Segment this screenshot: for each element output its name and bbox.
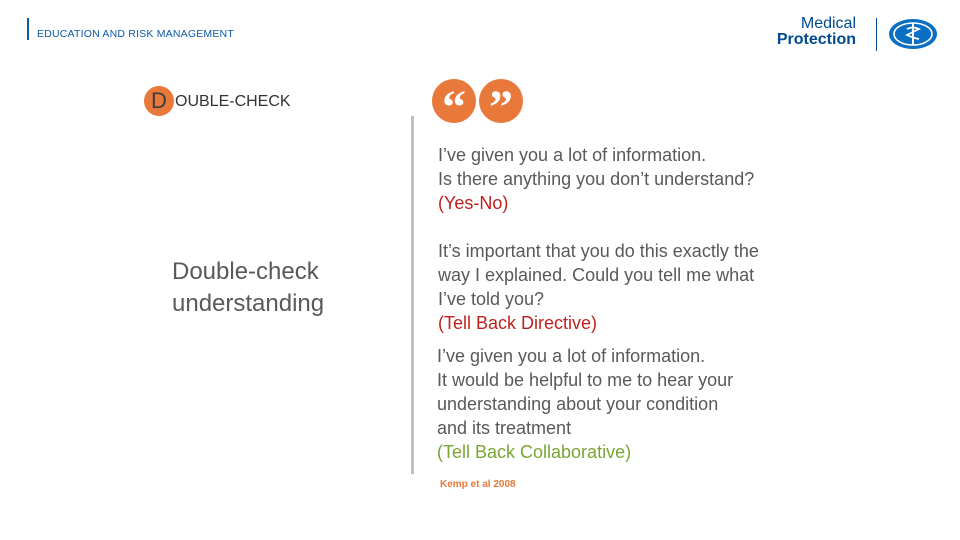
quote-block-yes-no: [438, 143, 754, 215]
logo-divider: [876, 18, 877, 51]
left-label-line-2: understanding: [172, 290, 325, 317]
quote-line: I’ve given you a lot of information.: [437, 346, 706, 366]
quote-line: Is there anything you don’t understand?: [438, 169, 755, 189]
medical-protection-logo[interactable]: [776, 15, 944, 52]
logo-line-1: Medical: [800, 15, 856, 32]
header-accent-bar: [27, 18, 29, 40]
vertical-divider: [411, 116, 414, 474]
quote-line: understanding about your condition: [437, 394, 719, 414]
close-quote-icon: ”: [479, 79, 523, 123]
logo-line-2: Protection: [776, 31, 856, 48]
quote-line: way I explained. Could you tell me what: [438, 265, 755, 285]
mps-emblem-icon: [888, 18, 938, 50]
quote-tag: (Tell Back Collaborative): [437, 442, 632, 462]
open-quote-icon: “: [432, 79, 476, 123]
quote-tag: (Yes-No): [438, 193, 509, 213]
citation: Kemp et al 2008: [440, 479, 516, 490]
quote-tag: (Tell Back Directive): [438, 313, 598, 333]
heading-initial-badge: D: [144, 86, 174, 116]
heading-text: OUBLE-CHECK: [175, 93, 291, 110]
slide-heading: [144, 85, 291, 117]
quote-line: I’ve given you a lot of information.: [438, 145, 707, 165]
quote-line: It’s important that you do this exactly the: [438, 241, 759, 261]
quote-line: and its treatment: [437, 418, 572, 438]
section-label: EDUCATION AND RISK MANAGEMENT: [37, 28, 234, 40]
quote-line: I’ve told you?: [438, 289, 545, 309]
quote-block-tell-back-directive: [438, 239, 759, 335]
quote-block-tell-back-collaborative: [437, 344, 733, 464]
left-label: [172, 256, 324, 320]
logo-wordmark: [777, 16, 856, 48]
left-label-line-1: Double-check: [172, 258, 319, 285]
quote-line: It would be helpful to me to hear your: [437, 370, 734, 390]
